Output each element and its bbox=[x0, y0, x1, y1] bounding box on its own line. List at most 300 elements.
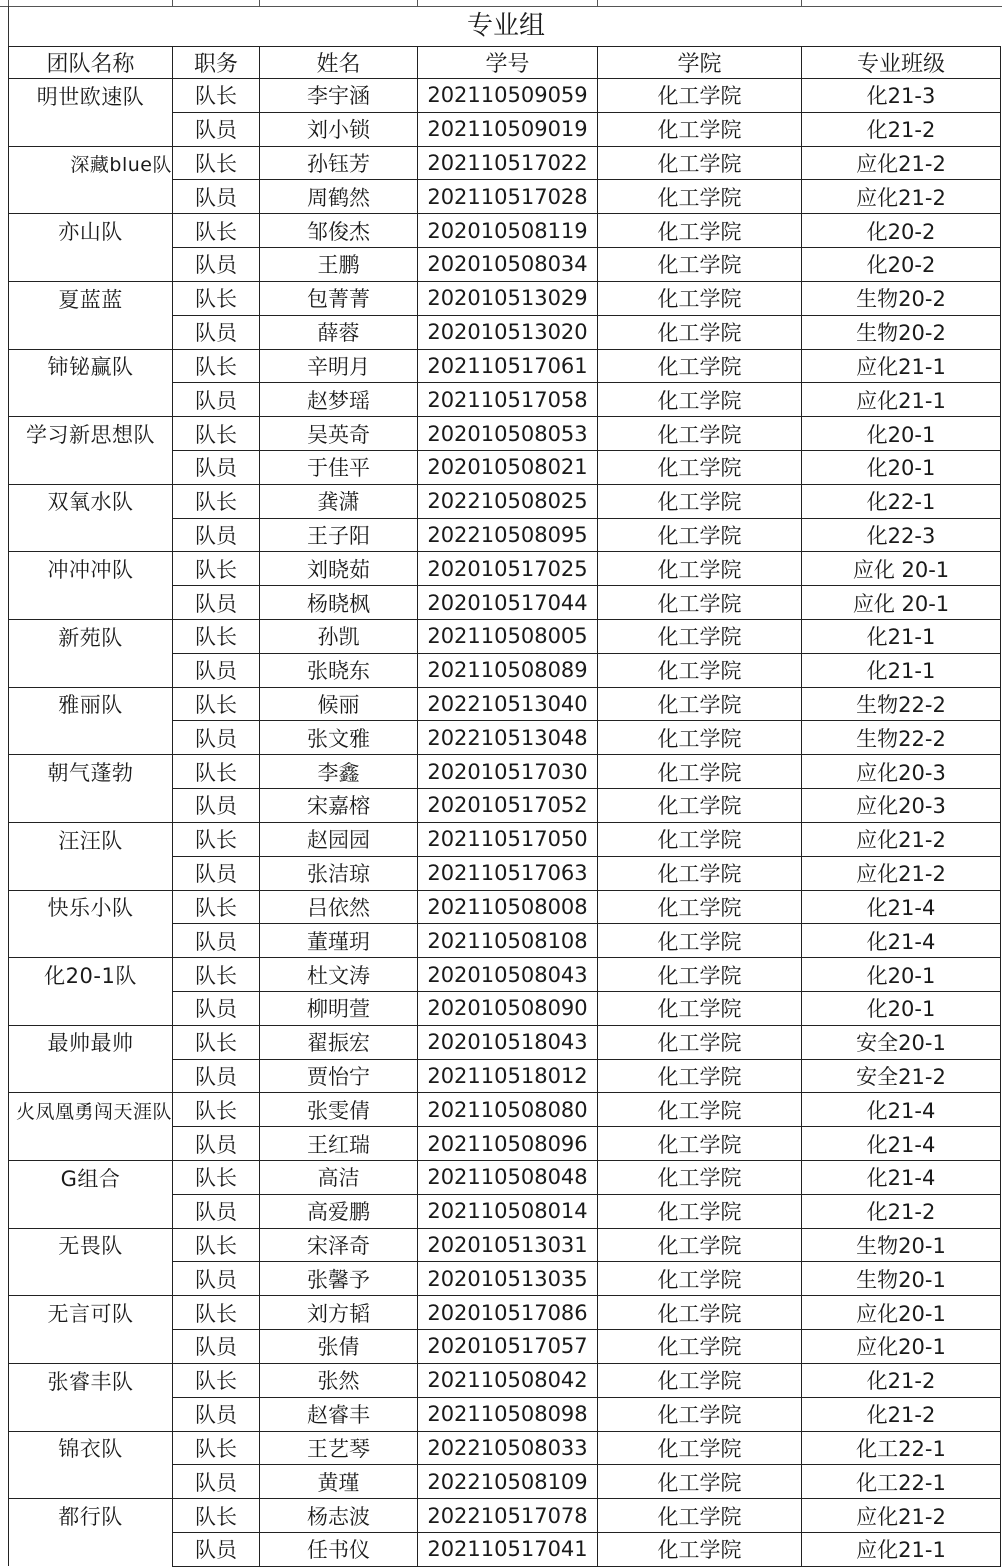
student-id-cell: 202110508048 bbox=[418, 1161, 598, 1195]
table-row bbox=[9, 1025, 1001, 1059]
role-cell: 队长 bbox=[173, 890, 260, 924]
class-cell: 应化21-1 bbox=[802, 349, 1001, 383]
college-cell: 化工学院 bbox=[598, 315, 802, 349]
team-cell: 朝气蓬勃 bbox=[9, 755, 173, 789]
role-cell: 队员 bbox=[173, 383, 260, 417]
name-cell: 李宇涵 bbox=[260, 79, 418, 113]
role-cell: 队员 bbox=[173, 450, 260, 484]
team-cell: 化20-1队 bbox=[9, 958, 173, 992]
role-cell: 队长 bbox=[173, 1363, 260, 1397]
name-cell: 黄瑾 bbox=[260, 1465, 418, 1499]
name-cell: 王子阳 bbox=[260, 518, 418, 552]
team-cell bbox=[9, 518, 173, 552]
role-cell: 队长 bbox=[173, 1025, 260, 1059]
student-id-cell: 202110517050 bbox=[418, 822, 598, 856]
team-cell bbox=[9, 1059, 173, 1093]
name-cell: 柳明萱 bbox=[260, 991, 418, 1025]
college-cell: 化工学院 bbox=[598, 248, 802, 282]
name-cell: 刘晓茹 bbox=[260, 552, 418, 586]
sheet-title: 专业组 bbox=[8, 6, 1002, 46]
team-cell: 无畏队 bbox=[9, 1228, 173, 1262]
table-row bbox=[9, 924, 1001, 958]
name-cell: 龚潇 bbox=[260, 484, 418, 518]
name-cell: 薛蓉 bbox=[260, 315, 418, 349]
table-row bbox=[9, 450, 1001, 484]
name-cell: 张洁琼 bbox=[260, 856, 418, 890]
table-row bbox=[9, 1363, 1001, 1397]
team-cell: 双氧水队 bbox=[9, 484, 173, 518]
college-cell: 化工学院 bbox=[598, 856, 802, 890]
college-cell: 化工学院 bbox=[598, 1194, 802, 1228]
team-cell bbox=[9, 721, 173, 755]
college-cell: 化工学院 bbox=[598, 1296, 802, 1330]
class-cell: 生物22-2 bbox=[802, 721, 1001, 755]
team-cell bbox=[9, 1330, 173, 1364]
team-cell: 亦山队 bbox=[9, 214, 173, 248]
team-cell: 快乐小队 bbox=[9, 890, 173, 924]
name-cell: 赵睿丰 bbox=[260, 1397, 418, 1431]
college-cell: 化工学院 bbox=[598, 1499, 802, 1533]
class-cell: 应化21-2 bbox=[802, 822, 1001, 856]
college-cell: 化工学院 bbox=[598, 518, 802, 552]
table-row bbox=[9, 349, 1001, 383]
name-cell: 张文雅 bbox=[260, 721, 418, 755]
table-row bbox=[9, 653, 1001, 687]
class-cell: 应化 20-1 bbox=[802, 552, 1001, 586]
role-cell: 队员 bbox=[173, 1262, 260, 1296]
name-cell: 吴英奇 bbox=[260, 417, 418, 451]
team-cell: 冲冲冲队 bbox=[9, 552, 173, 586]
college-cell: 化工学院 bbox=[598, 1431, 802, 1465]
team-cell: 张睿丰队 bbox=[9, 1363, 173, 1397]
role-cell: 队长 bbox=[173, 1093, 260, 1127]
student-id-cell: 202110518012 bbox=[418, 1059, 598, 1093]
role-cell: 队长 bbox=[173, 822, 260, 856]
table-row bbox=[9, 1093, 1001, 1127]
table-row bbox=[9, 1532, 1001, 1566]
table-row bbox=[9, 1059, 1001, 1093]
college-cell: 化工学院 bbox=[598, 620, 802, 654]
table-row bbox=[9, 586, 1001, 620]
role-cell: 队员 bbox=[173, 1465, 260, 1499]
class-cell: 生物22-2 bbox=[802, 687, 1001, 721]
class-cell: 化20-2 bbox=[802, 248, 1001, 282]
role-cell: 队长 bbox=[173, 281, 260, 315]
name-cell: 吕依然 bbox=[260, 890, 418, 924]
class-cell: 生物20-2 bbox=[802, 315, 1001, 349]
table-row bbox=[9, 417, 1001, 451]
team-cell bbox=[9, 1465, 173, 1499]
student-id-cell: 202110508089 bbox=[418, 653, 598, 687]
college-cell: 化工学院 bbox=[598, 1532, 802, 1566]
class-cell: 化21-2 bbox=[802, 1194, 1001, 1228]
team-cell bbox=[9, 856, 173, 890]
table-row bbox=[9, 789, 1001, 823]
class-cell: 应化21-2 bbox=[802, 856, 1001, 890]
name-cell: 张馨予 bbox=[260, 1262, 418, 1296]
college-cell: 化工学院 bbox=[598, 281, 802, 315]
college-cell: 化工学院 bbox=[598, 1397, 802, 1431]
team-cell: 锦衣队 bbox=[9, 1431, 173, 1465]
table-row bbox=[9, 281, 1001, 315]
student-id-cell: 202010508053 bbox=[418, 417, 598, 451]
table-row bbox=[9, 214, 1001, 248]
name-cell: 王艺琴 bbox=[260, 1431, 418, 1465]
student-id-cell: 202110517063 bbox=[418, 856, 598, 890]
student-id-cell: 202210508095 bbox=[418, 518, 598, 552]
student-id-cell: 202110508005 bbox=[418, 620, 598, 654]
student-id-cell: 202110508096 bbox=[418, 1127, 598, 1161]
role-cell: 队员 bbox=[173, 789, 260, 823]
student-id-cell: 202110517028 bbox=[418, 180, 598, 214]
role-cell: 队员 bbox=[173, 586, 260, 620]
table-row bbox=[9, 991, 1001, 1025]
class-cell: 化21-1 bbox=[802, 653, 1001, 687]
table-row bbox=[9, 1431, 1001, 1465]
role-cell: 队长 bbox=[173, 687, 260, 721]
team-cell bbox=[9, 1532, 173, 1566]
team-cell: 学习新思想队 bbox=[9, 417, 173, 451]
name-cell: 王鹏 bbox=[260, 248, 418, 282]
name-cell: 辛明月 bbox=[260, 349, 418, 383]
table-row bbox=[9, 856, 1001, 890]
class-cell: 安全21-2 bbox=[802, 1059, 1001, 1093]
class-cell: 应化20-3 bbox=[802, 755, 1001, 789]
team-cell bbox=[9, 1127, 173, 1161]
team-cell: 汪汪队 bbox=[9, 822, 173, 856]
college-cell: 化工学院 bbox=[598, 991, 802, 1025]
class-cell: 化21-3 bbox=[802, 79, 1001, 113]
class-cell: 化20-1 bbox=[802, 958, 1001, 992]
name-cell: 翟振宏 bbox=[260, 1025, 418, 1059]
table-row bbox=[9, 1127, 1001, 1161]
team-cell: 都行队 bbox=[9, 1499, 173, 1533]
name-cell: 赵梦瑶 bbox=[260, 383, 418, 417]
role-cell: 队长 bbox=[173, 958, 260, 992]
student-id-cell: 202010517052 bbox=[418, 789, 598, 823]
role-cell: 队员 bbox=[173, 315, 260, 349]
table-row bbox=[9, 721, 1001, 755]
college-cell: 化工学院 bbox=[598, 1093, 802, 1127]
student-id-cell: 202010513020 bbox=[418, 315, 598, 349]
class-cell: 化21-1 bbox=[802, 620, 1001, 654]
class-cell: 化22-1 bbox=[802, 484, 1001, 518]
class-cell: 应化 20-1 bbox=[802, 586, 1001, 620]
team-cell bbox=[9, 586, 173, 620]
role-cell: 队长 bbox=[173, 1499, 260, 1533]
team-cell bbox=[9, 180, 173, 214]
class-cell: 化21-2 bbox=[802, 112, 1001, 146]
team-cell bbox=[9, 1397, 173, 1431]
team-cell bbox=[9, 653, 173, 687]
header-class: 专业班级 bbox=[802, 47, 1001, 79]
name-cell: 孙凯 bbox=[260, 620, 418, 654]
college-cell: 化工学院 bbox=[598, 890, 802, 924]
team-cell bbox=[9, 991, 173, 1025]
name-cell: 候丽 bbox=[260, 687, 418, 721]
class-cell: 化21-4 bbox=[802, 1093, 1001, 1127]
class-cell: 应化20-3 bbox=[802, 789, 1001, 823]
team-cell: 新苑队 bbox=[9, 620, 173, 654]
table-row bbox=[9, 1194, 1001, 1228]
team-cell bbox=[9, 789, 173, 823]
class-cell: 化21-2 bbox=[802, 1363, 1001, 1397]
class-cell: 化20-1 bbox=[802, 417, 1001, 451]
student-id-cell: 202010517086 bbox=[418, 1296, 598, 1330]
college-cell: 化工学院 bbox=[598, 958, 802, 992]
table-row bbox=[9, 620, 1001, 654]
class-cell: 生物20-1 bbox=[802, 1228, 1001, 1262]
college-cell: 化工学院 bbox=[598, 1161, 802, 1195]
header-name: 姓名 bbox=[260, 47, 418, 79]
table-row bbox=[9, 248, 1001, 282]
class-cell: 化20-1 bbox=[802, 450, 1001, 484]
table-row bbox=[9, 1161, 1001, 1195]
role-cell: 队员 bbox=[173, 991, 260, 1025]
student-id-cell: 202010508043 bbox=[418, 958, 598, 992]
name-cell: 高爱鹏 bbox=[260, 1194, 418, 1228]
table-row bbox=[9, 958, 1001, 992]
role-cell: 队长 bbox=[173, 79, 260, 113]
table-row bbox=[9, 1262, 1001, 1296]
student-id-cell: 202110517041 bbox=[418, 1532, 598, 1566]
class-cell: 化工22-1 bbox=[802, 1465, 1001, 1499]
table-row bbox=[9, 890, 1001, 924]
class-cell: 化21-4 bbox=[802, 924, 1001, 958]
table-row bbox=[9, 79, 1001, 113]
name-cell: 董瑾玥 bbox=[260, 924, 418, 958]
role-cell: 队员 bbox=[173, 518, 260, 552]
class-cell: 应化21-1 bbox=[802, 1532, 1001, 1566]
header-row bbox=[9, 47, 1001, 79]
college-cell: 化工学院 bbox=[598, 552, 802, 586]
role-cell: 队员 bbox=[173, 180, 260, 214]
role-cell: 队长 bbox=[173, 1296, 260, 1330]
student-id-cell: 202110517058 bbox=[418, 383, 598, 417]
college-cell: 化工学院 bbox=[598, 1465, 802, 1499]
college-cell: 化工学院 bbox=[598, 653, 802, 687]
team-cell: 最帅最帅 bbox=[9, 1025, 173, 1059]
table-row bbox=[9, 1397, 1001, 1431]
name-cell: 刘方韬 bbox=[260, 1296, 418, 1330]
role-cell: 队长 bbox=[173, 1431, 260, 1465]
name-cell: 于佳平 bbox=[260, 450, 418, 484]
team-cell bbox=[9, 1194, 173, 1228]
team-cell: 雅丽队 bbox=[9, 687, 173, 721]
college-cell: 化工学院 bbox=[598, 417, 802, 451]
name-cell: 张然 bbox=[260, 1363, 418, 1397]
table-row bbox=[9, 484, 1001, 518]
role-cell: 队长 bbox=[173, 484, 260, 518]
class-cell: 应化21-2 bbox=[802, 146, 1001, 180]
college-cell: 化工学院 bbox=[598, 1059, 802, 1093]
name-cell: 杨志波 bbox=[260, 1499, 418, 1533]
table-row bbox=[9, 687, 1001, 721]
name-cell: 刘小锁 bbox=[260, 112, 418, 146]
student-id-cell: 202010513035 bbox=[418, 1262, 598, 1296]
college-cell: 化工学院 bbox=[598, 822, 802, 856]
student-id-cell: 202010508119 bbox=[418, 214, 598, 248]
college-cell: 化工学院 bbox=[598, 383, 802, 417]
class-cell: 化22-3 bbox=[802, 518, 1001, 552]
table-row bbox=[9, 112, 1001, 146]
header-team: 团队名称 bbox=[9, 47, 173, 79]
college-cell: 化工学院 bbox=[598, 924, 802, 958]
student-id-cell: 202010508021 bbox=[418, 450, 598, 484]
name-cell: 周鹤然 bbox=[260, 180, 418, 214]
roster-table bbox=[8, 46, 1001, 1567]
role-cell: 队员 bbox=[173, 248, 260, 282]
college-cell: 化工学院 bbox=[598, 1330, 802, 1364]
class-cell: 生物20-1 bbox=[802, 1262, 1001, 1296]
name-cell: 李鑫 bbox=[260, 755, 418, 789]
team-cell: 深藏blue队 bbox=[9, 146, 173, 180]
class-cell: 应化21-2 bbox=[802, 180, 1001, 214]
team-cell: 夏蓝蓝 bbox=[9, 281, 173, 315]
student-id-cell: 202210508109 bbox=[418, 1465, 598, 1499]
role-cell: 队员 bbox=[173, 1059, 260, 1093]
table-row bbox=[9, 755, 1001, 789]
student-id-cell: 202110508042 bbox=[418, 1363, 598, 1397]
team-cell: G组合 bbox=[9, 1161, 173, 1195]
role-cell: 队员 bbox=[173, 924, 260, 958]
name-cell: 张倩 bbox=[260, 1330, 418, 1364]
college-cell: 化工学院 bbox=[598, 586, 802, 620]
student-id-cell: 202210508033 bbox=[418, 1431, 598, 1465]
team-cell bbox=[9, 1262, 173, 1296]
header-student-id: 学号 bbox=[418, 47, 598, 79]
table-row bbox=[9, 1499, 1001, 1533]
name-cell: 赵园园 bbox=[260, 822, 418, 856]
team-cell: 无言可队 bbox=[9, 1296, 173, 1330]
college-cell: 化工学院 bbox=[598, 349, 802, 383]
header-role: 职务 bbox=[173, 47, 260, 79]
name-cell: 宋泽奇 bbox=[260, 1228, 418, 1262]
student-id-cell: 202110517022 bbox=[418, 146, 598, 180]
role-cell: 队长 bbox=[173, 417, 260, 451]
name-cell: 任书仪 bbox=[260, 1532, 418, 1566]
college-cell: 化工学院 bbox=[598, 687, 802, 721]
student-id-cell: 202210513048 bbox=[418, 721, 598, 755]
college-cell: 化工学院 bbox=[598, 112, 802, 146]
role-cell: 队员 bbox=[173, 1194, 260, 1228]
class-cell: 化工22-1 bbox=[802, 1431, 1001, 1465]
team-cell bbox=[9, 924, 173, 958]
college-cell: 化工学院 bbox=[598, 1228, 802, 1262]
team-cell: 明世欧速队 bbox=[9, 79, 173, 113]
student-id-cell: 202010517030 bbox=[418, 755, 598, 789]
table-row bbox=[9, 383, 1001, 417]
header-college: 学院 bbox=[598, 47, 802, 79]
team-cell bbox=[9, 248, 173, 282]
student-id-cell: 202110508098 bbox=[418, 1397, 598, 1431]
role-cell: 队长 bbox=[173, 755, 260, 789]
class-cell: 化21-2 bbox=[802, 1397, 1001, 1431]
college-cell: 化工学院 bbox=[598, 450, 802, 484]
role-cell: 队长 bbox=[173, 349, 260, 383]
student-id-cell: 202010513031 bbox=[418, 1228, 598, 1262]
student-id-cell: 202010508090 bbox=[418, 991, 598, 1025]
student-id-cell: 202010513029 bbox=[418, 281, 598, 315]
role-cell: 队长 bbox=[173, 620, 260, 654]
student-id-cell: 202110508014 bbox=[418, 1194, 598, 1228]
team-cell bbox=[9, 450, 173, 484]
student-id-cell: 202210513040 bbox=[418, 687, 598, 721]
role-cell: 队长 bbox=[173, 1228, 260, 1262]
class-cell: 应化20-1 bbox=[802, 1330, 1001, 1364]
class-cell: 应化21-2 bbox=[802, 1499, 1001, 1533]
table-row bbox=[9, 146, 1001, 180]
student-id-cell: 202210517078 bbox=[418, 1499, 598, 1533]
college-cell: 化工学院 bbox=[598, 214, 802, 248]
student-id-cell: 202010517025 bbox=[418, 552, 598, 586]
student-id-cell: 202010517057 bbox=[418, 1330, 598, 1364]
student-id-cell: 202010518043 bbox=[418, 1025, 598, 1059]
class-cell: 化21-4 bbox=[802, 890, 1001, 924]
student-id-cell: 202110508108 bbox=[418, 924, 598, 958]
college-cell: 化工学院 bbox=[598, 755, 802, 789]
class-cell: 应化21-1 bbox=[802, 383, 1001, 417]
table-row bbox=[9, 1465, 1001, 1499]
table-row bbox=[9, 518, 1001, 552]
name-cell: 张晓东 bbox=[260, 653, 418, 687]
role-cell: 队员 bbox=[173, 1397, 260, 1431]
student-id-cell: 202110509019 bbox=[418, 112, 598, 146]
name-cell: 杜文涛 bbox=[260, 958, 418, 992]
team-cell bbox=[9, 315, 173, 349]
student-id-cell: 202010508034 bbox=[418, 248, 598, 282]
class-cell: 生物20-2 bbox=[802, 281, 1001, 315]
table-row bbox=[9, 822, 1001, 856]
team-cell bbox=[9, 383, 173, 417]
role-cell: 队长 bbox=[173, 146, 260, 180]
class-cell: 化20-2 bbox=[802, 214, 1001, 248]
college-cell: 化工学院 bbox=[598, 79, 802, 113]
class-cell: 化20-1 bbox=[802, 991, 1001, 1025]
student-id-cell: 202210508025 bbox=[418, 484, 598, 518]
name-cell: 张雯倩 bbox=[260, 1093, 418, 1127]
role-cell: 队员 bbox=[173, 856, 260, 890]
role-cell: 队长 bbox=[173, 214, 260, 248]
role-cell: 队员 bbox=[173, 1330, 260, 1364]
college-cell: 化工学院 bbox=[598, 1262, 802, 1296]
student-id-cell: 202110509059 bbox=[418, 79, 598, 113]
name-cell: 邹俊杰 bbox=[260, 214, 418, 248]
name-cell: 宋嘉榕 bbox=[260, 789, 418, 823]
student-id-cell: 202110508080 bbox=[418, 1093, 598, 1127]
class-cell: 化21-4 bbox=[802, 1161, 1001, 1195]
name-cell: 高洁 bbox=[260, 1161, 418, 1195]
table-row bbox=[9, 315, 1001, 349]
student-id-cell: 202010517044 bbox=[418, 586, 598, 620]
role-cell: 队员 bbox=[173, 721, 260, 755]
table-row bbox=[9, 552, 1001, 586]
college-cell: 化工学院 bbox=[598, 484, 802, 518]
role-cell: 队员 bbox=[173, 112, 260, 146]
class-cell: 化21-4 bbox=[802, 1127, 1001, 1161]
table-row bbox=[9, 180, 1001, 214]
team-cell: 铈铋赢队 bbox=[9, 349, 173, 383]
college-cell: 化工学院 bbox=[598, 146, 802, 180]
role-cell: 队员 bbox=[173, 1532, 260, 1566]
name-cell: 包菁菁 bbox=[260, 281, 418, 315]
student-id-cell: 202110517061 bbox=[418, 349, 598, 383]
name-cell: 王红瑞 bbox=[260, 1127, 418, 1161]
class-cell: 应化20-1 bbox=[802, 1296, 1001, 1330]
college-cell: 化工学院 bbox=[598, 1025, 802, 1059]
college-cell: 化工学院 bbox=[598, 1363, 802, 1397]
role-cell: 队员 bbox=[173, 653, 260, 687]
